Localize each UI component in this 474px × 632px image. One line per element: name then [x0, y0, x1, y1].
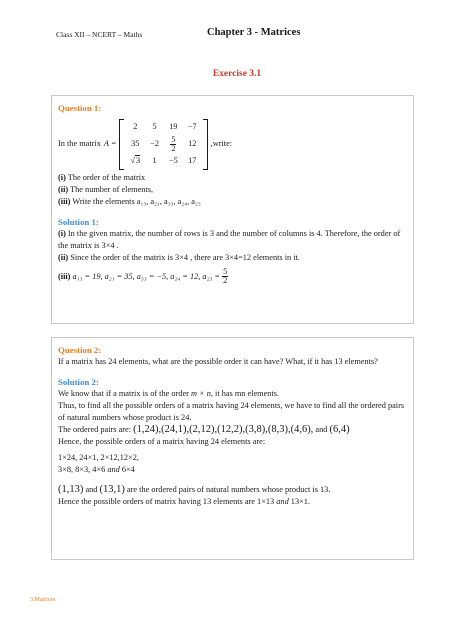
solution-2-line-8 — [58, 496, 407, 508]
fraction — [170, 136, 176, 153]
question-1-item — [58, 184, 407, 196]
fraction-numerator: 5 — [223, 267, 228, 276]
solution-text: (6,4) — [329, 424, 350, 435]
solution-text: and — [276, 497, 289, 506]
matrix-a — [119, 119, 207, 170]
question-2-box — [51, 337, 414, 560]
solution-text: 6×4 — [121, 465, 135, 474]
matrix-lhs: A = — [103, 139, 117, 148]
matrix-suffix: ,write: — [210, 139, 233, 148]
matrix-cell: 1 — [152, 156, 157, 165]
solution-text: and — [85, 485, 98, 494]
item-text: Write the elements a₁₃, a₂₁, a₃₃, a₂₄, a₂₃ — [72, 197, 201, 206]
header-chapter-title: Chapter 3 - Matrices — [207, 27, 301, 38]
matrix-cell: −2 — [150, 139, 159, 148]
matrix-cell: −5 — [169, 156, 178, 165]
header-class-label: Class XII – NCERT – Maths — [56, 30, 143, 39]
fraction-numerator: 5 — [171, 134, 176, 144]
matrix-statement — [58, 116, 407, 172]
question-2-text: If a matrix has 24 elements, what are the possible order it can have? What, if it has 13 elements? — [58, 357, 378, 366]
sqrt-icon: √ — [130, 156, 136, 165]
solution-text: (1,13) — [58, 484, 84, 495]
solution-2-line-4: Hence, the possible orders of a matrix having 24 elements are: — [58, 437, 266, 446]
matrix-cell: 19 — [169, 122, 178, 131]
item-text: The number of elements, — [70, 185, 154, 194]
sqrt-value: 3 — [136, 156, 141, 165]
matrix-cell: 2 — [133, 122, 138, 131]
matrix-cell: 12 — [188, 139, 197, 148]
solution-text: m × n — [190, 389, 211, 398]
solution-2-line-5: 1×24, 24×1, 2×12,12×2, — [58, 453, 139, 462]
solution-text: are the ordered pairs of natural numbers whose product is 13. — [126, 485, 331, 494]
item-text: The order of the matrix — [67, 173, 146, 182]
solution-2-title: Solution 2: — [58, 377, 99, 387]
item-label: (iii) — [58, 197, 71, 206]
matrix-cell: 35 — [131, 139, 140, 148]
solution-text: Hence the possible orders of matrix having 13 elements are 1×13 — [58, 497, 275, 506]
matrix-cell: 17 — [188, 156, 197, 165]
footer-page-label: 3.Matrices — [30, 597, 56, 603]
solution-1-line-2 — [58, 252, 407, 264]
matrix-cell — [125, 153, 145, 170]
solution-2-line-1 — [58, 388, 407, 400]
solution-text: In the given matrix, the number of rows is 3 and the number of columns is 4. Therefore, the order of the matrix is 3×4 . — [58, 229, 401, 250]
solution-1-line-1 — [58, 228, 407, 252]
item-label: (ii) — [58, 185, 69, 194]
solution-text: and — [315, 425, 328, 434]
matrix-cell — [164, 136, 183, 153]
solution-2-line-2: Thus, to find all the possible orders of a matrix having 24 elements, we have to find all the ordered pairs of natural numbers whose product is 24. — [58, 401, 405, 422]
matrix-prefix: In the matrix — [58, 139, 101, 148]
solution-text: We know that if a matrix is of the order — [58, 389, 189, 398]
solution-2-line-3 — [58, 424, 407, 436]
fraction — [222, 268, 228, 285]
item-label: (iii) — [58, 271, 71, 281]
question-1-item — [58, 172, 407, 184]
exercise-title: Exercise 3.1 — [212, 69, 262, 79]
solution-text: , it has mn elements. — [210, 389, 280, 398]
solution-text: (13,1) — [99, 484, 125, 495]
solution-text: The ordered pairs are: — [58, 425, 132, 434]
fraction-denominator: 2 — [171, 143, 176, 153]
item-label: (ii) — [58, 253, 69, 262]
solution-1-title: Solution 1: — [58, 217, 99, 227]
solution-2-line-7 — [58, 484, 407, 496]
solution-text: (1,24),(24,1),(2,12),(12,2),(3,8),(8,3),(4,6), — [133, 424, 314, 435]
fraction-denominator: 2 — [223, 276, 228, 285]
solution-text: a₁₃ = 19, a₂₁ = 35, a₃₃ = −5, a₂₄ = 12, a₂₃ = — [72, 271, 221, 281]
solution-text: and — [107, 465, 120, 474]
matrix-cell: 5 — [152, 122, 157, 131]
solution-text: 3×8, 8×3, 4×6 — [58, 465, 106, 474]
item-label: (i) — [58, 173, 66, 182]
question-1-title: Question 1: — [58, 103, 102, 113]
solution-1-line-3 — [58, 268, 407, 285]
question-2-title: Question 2: — [58, 345, 102, 355]
question-1-box — [51, 95, 414, 324]
question-1-item — [58, 196, 407, 208]
item-label: (i) — [58, 229, 66, 238]
solution-text: 13×1. — [290, 497, 310, 506]
solution-text: Since the order of the matrix is 3×4 , there are 3×4=12 elements in it. — [70, 253, 300, 262]
solution-2-line-6 — [58, 464, 407, 476]
matrix-cell: −7 — [187, 122, 197, 131]
